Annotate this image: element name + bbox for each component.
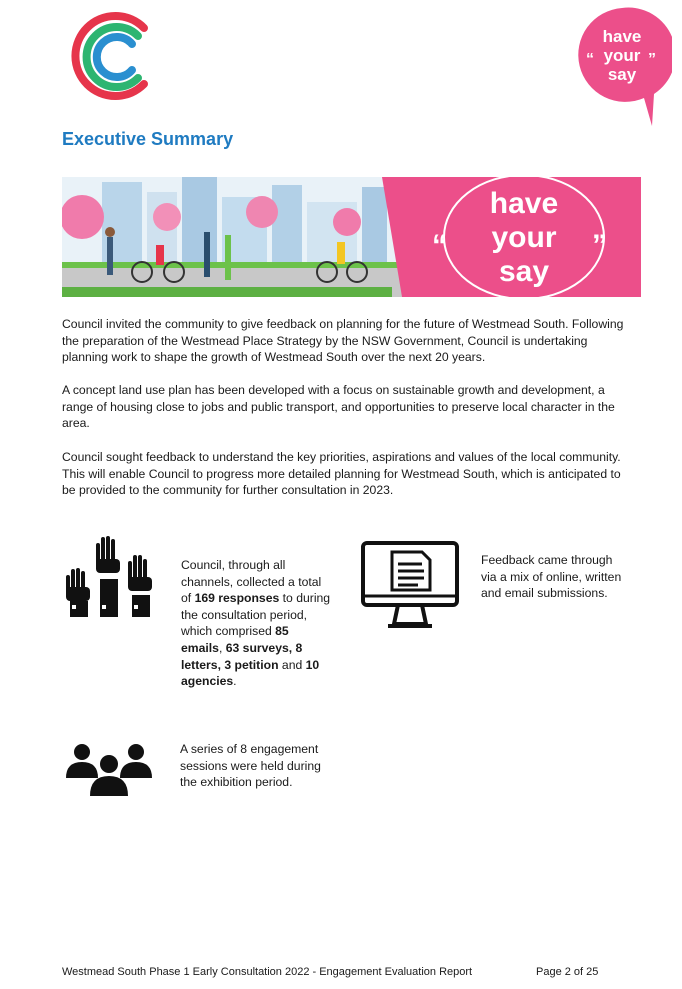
feedback-channels-stat: Feedback came through via a mix of online, written and email submissions. bbox=[481, 553, 622, 601]
people-group-icon bbox=[66, 742, 152, 798]
svg-text:”: ” bbox=[648, 51, 656, 68]
footer-page-number: Page 2 of 25 bbox=[536, 966, 599, 978]
responses-stat: Council, through all channels, collected a total of 169 responses to during the consultation period, which comprised 85 emails, 63 surveys, 8 letters, 3 petition and 10 agencies. bbox=[181, 558, 331, 689]
svg-text:“: “ bbox=[586, 51, 594, 68]
council-logo bbox=[66, 6, 160, 106]
page-title: Executive Summary bbox=[62, 129, 234, 149]
badge-word-2: your bbox=[603, 46, 641, 65]
computer-document-icon bbox=[360, 540, 460, 630]
banner-word-3: say bbox=[498, 255, 550, 288]
svg-text:”: ” bbox=[592, 229, 607, 262]
banner-word-2: your bbox=[491, 221, 557, 254]
badge-word-1: have bbox=[602, 27, 642, 46]
concept-plan-paragraph: A concept land use plan has been developed with a focus on sustainable growth and development, a range of housing close to jobs and public transport, and opportunities to preserve local character in the area. bbox=[62, 383, 615, 431]
badge-word-3: say bbox=[607, 65, 637, 84]
intro-paragraph: Council invited the community to give feedback on planning for the future of Westmead South. Following the preparation of the Westmead Place Strategy by the NSW Government, Council is undertaking planning work to shape the growth of Westmead South over the next 20 years. bbox=[62, 317, 624, 365]
have-your-say-badge bbox=[572, 6, 672, 128]
banner-illustration bbox=[62, 177, 641, 297]
banner-word-1: have bbox=[489, 187, 559, 220]
feedback-purpose-paragraph: Council sought feedback to understand the key priorities, aspirations and values of the local community. This will enable Council to progress more detailed planning for Westmead South, which is anticipated to be provided to the community for further consultation in 2023. bbox=[62, 450, 621, 498]
raised-hands-icon bbox=[62, 535, 154, 619]
engagement-sessions-stat: A series of 8 engagement sessions were held during the exhibition period. bbox=[180, 742, 321, 790]
footer-report-title: Westmead South Phase 1 Early Consultation 2022 - Engagement Evaluation Report bbox=[62, 966, 473, 978]
svg-text:“: “ bbox=[432, 229, 447, 262]
